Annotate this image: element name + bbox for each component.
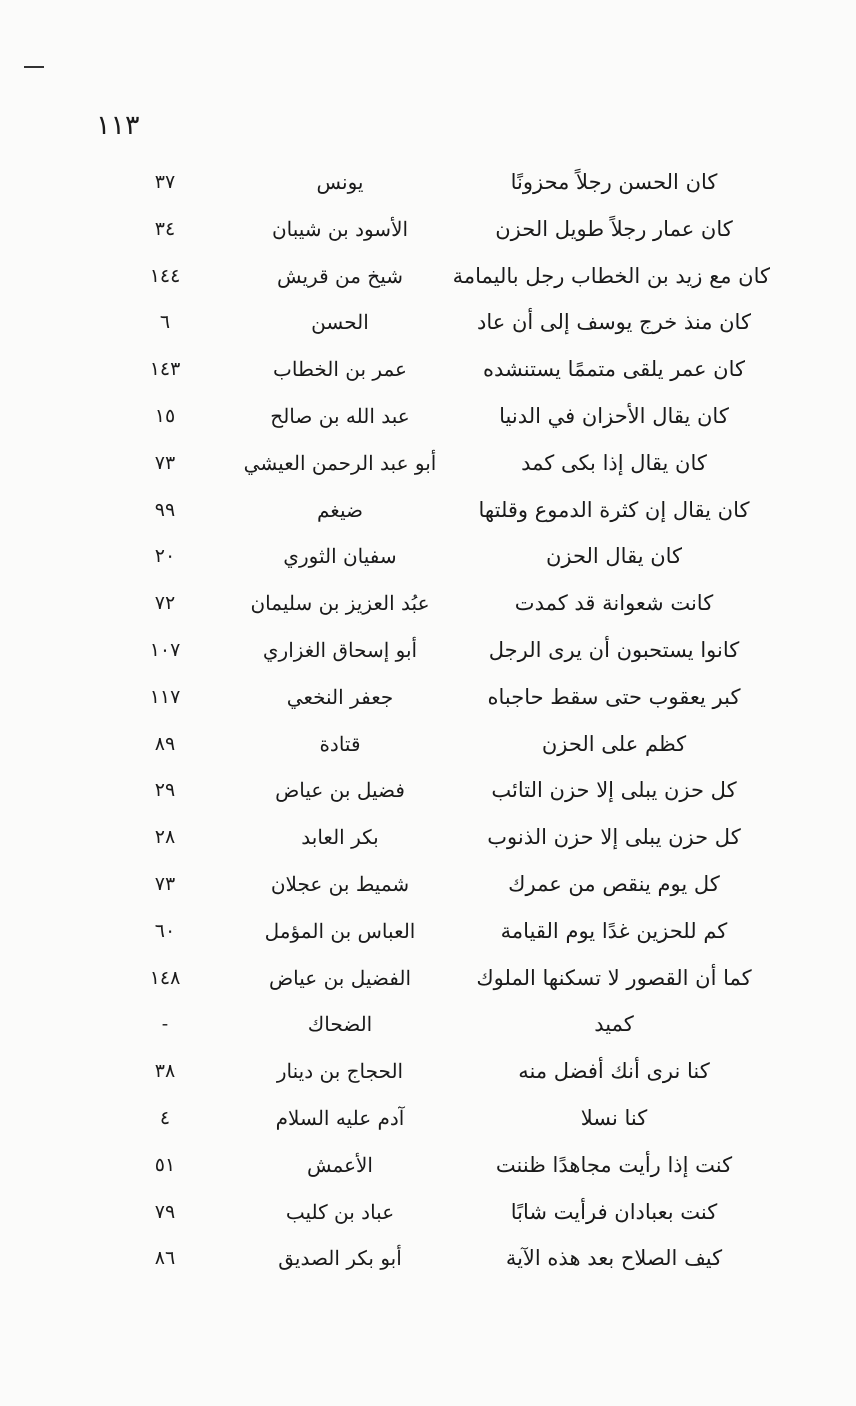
index-row	[120, 627, 770, 674]
page-ref: ٢٨	[154, 826, 176, 849]
narrator-name: يونس	[316, 170, 364, 194]
narrator-name: الفضيل بن عياض	[268, 965, 412, 990]
quote-text: كان يقال إذا بكى كمد	[521, 450, 707, 475]
page-ref: ١٤٣	[149, 358, 181, 381]
page-ref: ٩٩	[154, 498, 176, 521]
page-ref: ٨٦	[154, 1247, 176, 1270]
page-ref: ١٤٤	[149, 264, 181, 287]
quote-text: كنت إذا رأيت مجاهدًا ظننت	[495, 1152, 733, 1177]
index-row	[120, 533, 770, 580]
index-row	[120, 1001, 770, 1048]
quote-text: كنا نرى أنك أفضل منه	[518, 1059, 710, 1084]
quote-text: كان منذ خرج يوسف إلى أن عاد	[477, 310, 751, 335]
narrator-name: عبد الله بن صالح	[270, 403, 410, 428]
page-ref: ٦٠	[154, 919, 176, 942]
page-ref: ٧٩	[154, 1200, 176, 1223]
narrator-name: قتادة	[319, 731, 361, 756]
narrator-name: عبُد العزيز بن سليمان	[250, 591, 430, 616]
narrator-name: ضيغم	[317, 497, 363, 522]
index-row	[120, 1048, 770, 1095]
index-row	[120, 955, 770, 1002]
quote-text: كل حزن يبلى إلا حزن الذنوب	[487, 825, 741, 850]
quote-text: كان يقال إن كثرة الدموع وقلتها	[478, 497, 750, 522]
index-row	[120, 346, 770, 393]
narrator-name: الأعمش	[307, 1152, 373, 1177]
page-ref: ١٥	[154, 404, 176, 427]
page-number: ١١٣	[96, 110, 140, 141]
page-ref: -	[161, 1013, 169, 1036]
index-row	[120, 159, 770, 206]
page-ref: ٦	[159, 311, 171, 334]
quote-text: كان يقال الأحزان في الدنيا	[499, 403, 729, 428]
page-ref: ١١٧	[149, 685, 181, 708]
narrator-name: فضيل بن عياض	[275, 778, 405, 803]
narrator-name: أبو إسحاق الغزاري	[262, 637, 418, 662]
quote-text: كظم على الحزن	[541, 731, 687, 756]
page-ref: ٢٩	[154, 779, 176, 802]
page-ref: ٧٣	[154, 451, 176, 474]
narrator-name: الأسود بن شيبان	[271, 216, 409, 241]
narrator-name: شميط بن عجلان	[270, 871, 410, 896]
page-ref: ٣٨	[154, 1060, 176, 1083]
quote-text: كنت بعبادان فرأيت شابًا	[510, 1199, 718, 1224]
index-row	[120, 206, 770, 253]
index-row	[120, 1189, 770, 1236]
quote-text: كان يقال الحزن	[545, 544, 683, 569]
index-row	[120, 721, 770, 768]
page-ref: ١٠٧	[149, 638, 181, 661]
index-row	[120, 440, 770, 487]
index-row	[120, 674, 770, 721]
page-ref: ٤	[159, 1106, 171, 1129]
quote-text: كم للحزين غدًا يوم القيامة	[500, 918, 728, 943]
narrator-name: سفيان الثوري	[283, 544, 397, 569]
page-ref: ٨٩	[154, 732, 176, 755]
quote-text: كل حزن يبلى إلا حزن التائب	[491, 778, 737, 803]
narrator-name: الحجاج بن دينار	[276, 1059, 404, 1084]
page-ref: ٢٠	[154, 545, 176, 568]
quote-text: كان الحسن رجلاً محزونًا	[510, 170, 718, 194]
narrator-name: جعفر النخعي	[286, 684, 394, 709]
quote-text: كميد	[594, 1012, 634, 1037]
quote-text: كان عمار رجلاً طويل الحزن	[495, 216, 733, 241]
page-ref: ٧٣	[154, 872, 176, 895]
narrator-name: أبو عبد الرحمن العيشي	[243, 450, 437, 475]
narrator-name: أبو بكر الصديق	[278, 1246, 402, 1271]
page-ref: ٥١	[154, 1153, 176, 1176]
quote-text: كنا نسلا	[580, 1105, 648, 1130]
quote-text: كانت شعوانة قد كمدت	[514, 591, 714, 616]
index-table	[120, 159, 770, 1282]
index-row	[120, 580, 770, 627]
narrator-name: عباد بن كليب	[285, 1199, 395, 1224]
quote-text: كل يوم ينقص من عمرك	[508, 871, 720, 896]
quote-text: كانوا يستحبون أن يرى الرجل	[488, 637, 740, 662]
page-ref: ٣٤	[154, 217, 176, 240]
index-row	[120, 1235, 770, 1282]
quote-text: كبر يعقوب حتى سقط حاجباه	[487, 684, 741, 709]
index-row	[120, 393, 770, 440]
index-row	[120, 1095, 770, 1142]
quote-text: كما أن القصور لا تسكنها الملوك	[476, 965, 752, 990]
quote-text: كان عمر يلقى متممًا يستنشده	[483, 357, 745, 382]
index-row	[120, 861, 770, 908]
page-ref: ٧٢	[154, 592, 176, 615]
index-row	[120, 253, 770, 300]
narrator-name: آدم عليه السلام	[275, 1105, 405, 1130]
quote-text: كان مع زيد بن الخطاب رجل باليمامة	[452, 263, 770, 288]
index-row	[120, 299, 770, 346]
narrator-name: عمر بن الخطاب	[273, 357, 407, 382]
narrator-name: العباس بن المؤمل	[264, 918, 416, 943]
narrator-name: بكر العابد	[301, 825, 379, 850]
narrator-name: الضحاك	[307, 1012, 373, 1037]
index-row	[120, 767, 770, 814]
index-row	[120, 814, 770, 861]
index-row	[120, 487, 770, 534]
index-row	[120, 908, 770, 955]
page-ref: ١٤٨	[149, 966, 181, 989]
narrator-name: الحسن	[311, 310, 369, 335]
narrator-name: شيخ من قريش	[276, 263, 403, 288]
corner-mark	[24, 66, 44, 68]
page-ref: ٣٧	[154, 171, 176, 193]
index-row	[120, 1142, 770, 1189]
quote-text: كيف الصلاح بعد هذه الآية	[505, 1246, 723, 1271]
